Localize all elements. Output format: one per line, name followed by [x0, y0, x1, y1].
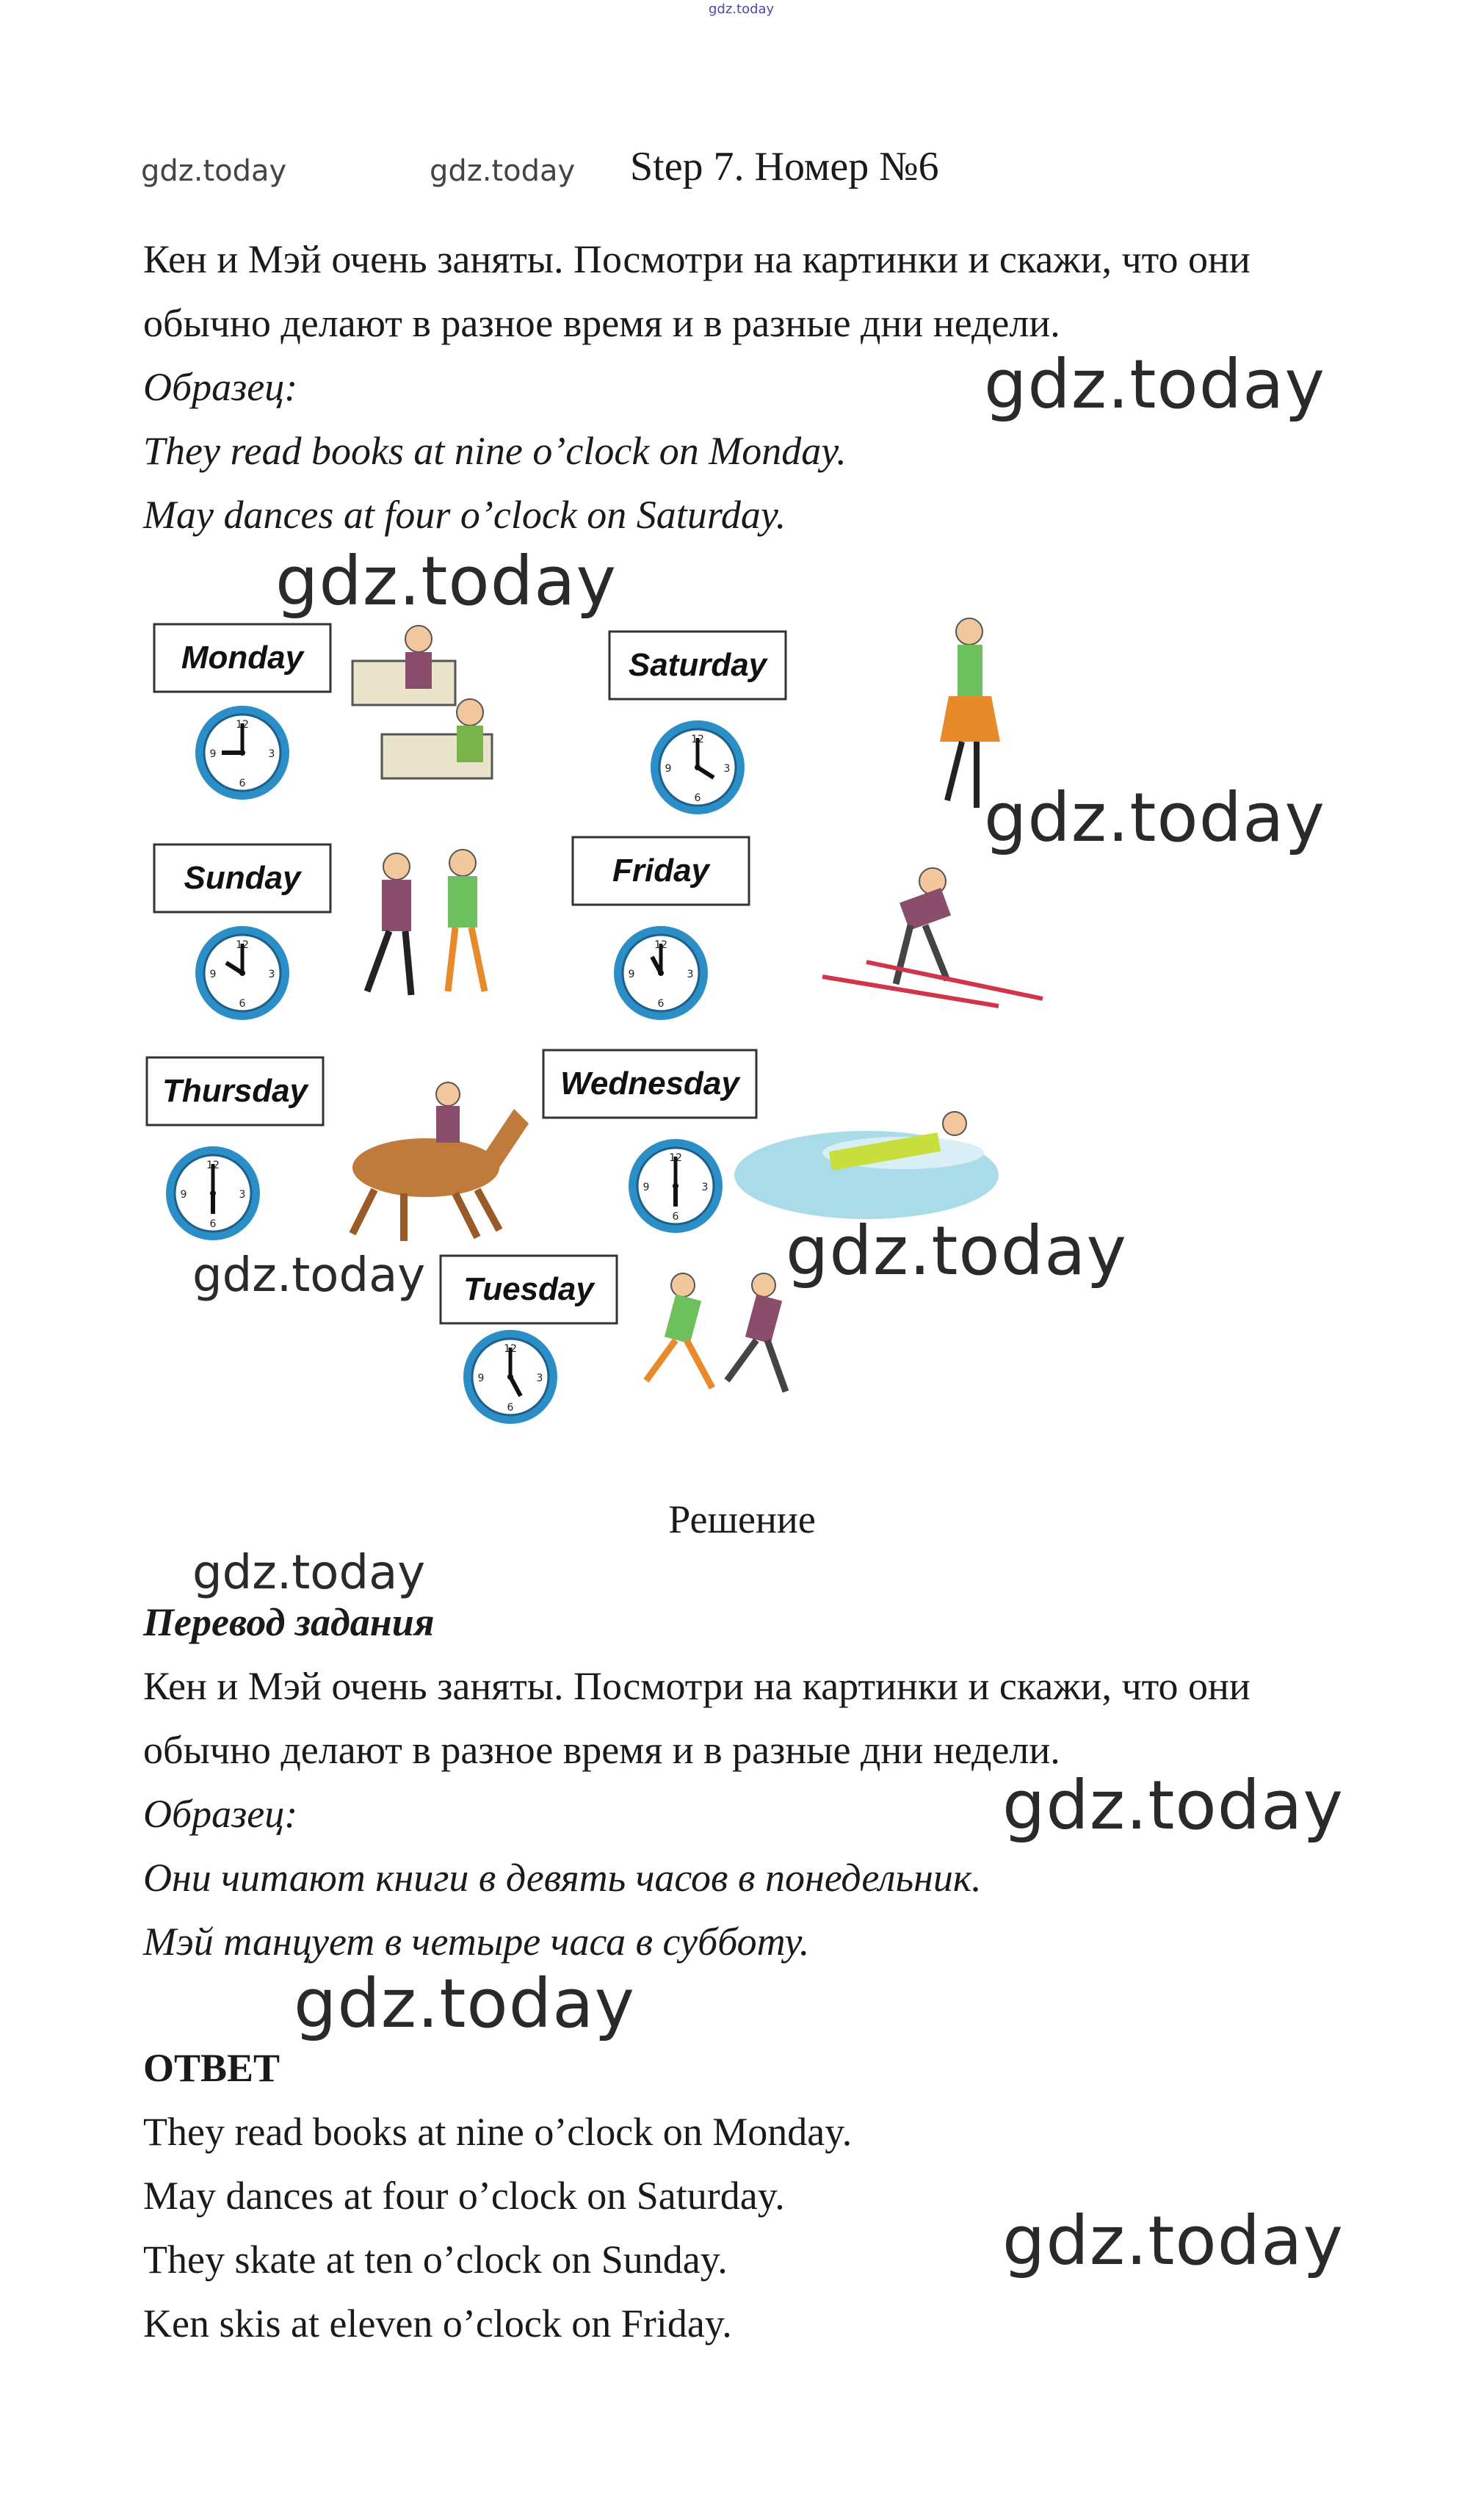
day-label: Tuesday [463, 1271, 594, 1307]
activities-illustration: 12 3 6 9 Monday Saturday Sunday Friday Thursday Wednesday Tuesday [132, 610, 1043, 1439]
clock-icon [166, 1146, 260, 1240]
clock-icon [651, 720, 745, 814]
watermark: gdz.today [192, 1546, 426, 1600]
answer-heading: ОТВЕТ [143, 2046, 280, 2090]
thursday-card [147, 1057, 529, 1241]
solution-heading: Решение [668, 1497, 816, 1541]
header-watermark-left: gdz.today [141, 154, 287, 188]
watermark: gdz.today [294, 1964, 635, 2043]
day-label: Sunday [184, 860, 301, 896]
solution-example-2: Мэй танцует в четыре часа в субботу. [143, 1920, 810, 1964]
header-watermark-mid: gdz.today [430, 154, 576, 188]
skiing-boy-icon [822, 868, 1043, 1006]
watermark: gdz.today [984, 345, 1325, 424]
answer-line-1: They read books at nine o’clock on Monday. [143, 2110, 853, 2154]
watermark: gdz.today [192, 1248, 426, 1303]
day-label: Thursday [162, 1073, 308, 1109]
solution-line-2: обычно делают в разное время и в разные дни недели. [143, 1728, 1060, 1772]
wednesday-card [543, 1050, 999, 1233]
day-label: Monday [181, 640, 304, 676]
clock-icon [614, 926, 708, 1020]
watermark: gdz.today [786, 1212, 1127, 1290]
translation-heading: Перевод задания [143, 1600, 435, 1644]
clock-icon [629, 1139, 723, 1233]
answer-line-2: May dances at four o’clock on Saturday. [143, 2174, 785, 2218]
answer-line-3: They skate at ten o’clock on Sunday. [143, 2238, 728, 2282]
friday-card [573, 837, 1043, 1020]
saturday-card [609, 618, 1000, 814]
task-line-2: обычно делают в разное время и в разные дни недели. [143, 301, 1060, 345]
task-example-1: They read books at nine o’clock on Monday. [143, 429, 847, 473]
reading-kids-icon [352, 626, 492, 778]
clock-icon [195, 926, 289, 1020]
running-kids-icon [646, 1273, 786, 1392]
monday-card [154, 624, 492, 800]
watermark: gdz.today [275, 542, 617, 621]
skating-kids-icon [367, 850, 485, 995]
swimming-girl-icon [734, 1112, 999, 1219]
clock-icon [463, 1330, 557, 1424]
solution-line-1: Кен и Мэй очень заняты. Посмотри на картинки и скажи, что они [143, 1664, 1250, 1708]
watermark: gdz.today [1002, 1766, 1344, 1845]
watermark: gdz.today [984, 778, 1325, 857]
task-example-2: May dances at four o’clock on Saturday. [143, 493, 786, 537]
page-title: Step 7. Номер №6 [630, 144, 939, 189]
horse-riding-icon [352, 1082, 529, 1241]
solution-sample-label: Образец: [143, 1792, 298, 1836]
sunday-card [154, 844, 485, 1020]
tuesday-card [441, 1256, 786, 1424]
day-label: Wednesday [560, 1066, 739, 1102]
solution-example-1: Они читают книги в девять часов в понедельник. [143, 1856, 982, 1900]
task-sample-label: Образец: [143, 365, 298, 409]
day-label: Saturday [628, 647, 767, 683]
day-label: Friday [612, 853, 710, 889]
watermark: gdz.today [1002, 2202, 1344, 2280]
task-line-1: Кен и Мэй очень заняты. Посмотри на картинки и скажи, что они [143, 237, 1250, 281]
top-watermark: gdz.today [709, 1, 775, 17]
answer-line-4: Ken skis at eleven o’clock on Friday. [143, 2301, 732, 2346]
clock-icon [195, 706, 289, 800]
